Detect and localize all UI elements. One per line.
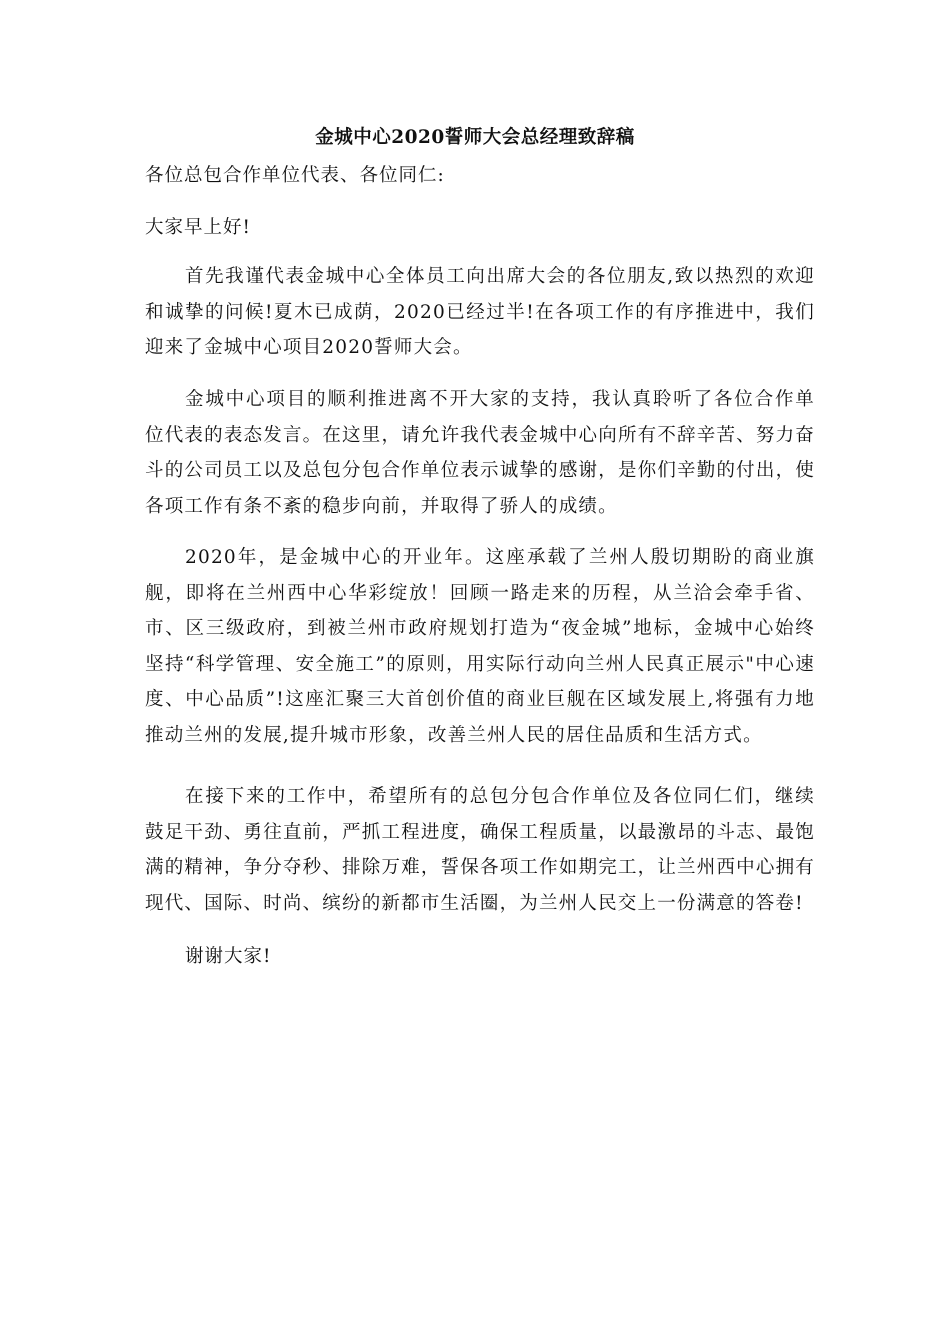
greeting: 大家早上好! (145, 217, 251, 238)
paragraph-3: 2020年，是金城中心的开业年。这座承载了兰州人殷切期盼的商业旗舰，即将在兰州西中心华彩绽放！回顾一路走来的历程，从兰洽会牵手省、市、区三级政府，到被兰州市政府规划打造为“夜金城”地标，金城中心始终坚持“科学管理、安全施工”的原则，用实际行动向兰州人民真正展示"中心速度、中心品质”!这座汇聚三大首创价值的商业巨舰在区域发展上,将强有力地推动兰州的发展,提升城市形象，改善兰州人民的居住品质和生活方式。 (145, 547, 815, 746)
closing-remark: 谢谢大家! (185, 946, 272, 967)
document-title: 金城中心2020誓师大会总经理致辞稿 (315, 127, 635, 148)
paragraph-1: 首先我谨代表金城中心全体员工向出席大会的各位朋友,致以热烈的欢迎和诚挚的问候!夏木已成荫，2020已经过半!在各项工作的有序推进中，我们迎来了金城中心项目2020誓师大会。 (145, 266, 815, 358)
paragraph-4: 在接下来的工作中，希望所有的总包分包合作单位及各位同仁们，继续鼓足干劲、勇往直前，严抓工程进度，确保工程质量，以最激昂的斗志、最饱满的精神，争分夺秒、排除万难，誓保各项工作如期完工，让兰州西中心拥有现代、国际、时尚、缤纷的新都市生活圈，为兰州人民交上一份满意的答卷! (145, 786, 815, 914)
salutation: 各位总包合作单位代表、各位同仁: (145, 165, 445, 186)
paragraph-2: 金城中心项目的顺利推进离不开大家的支持，我认真聆听了各位合作单位代表的表态发言。在这里，请允许我代表金城中心向所有不辞辛苦、努力奋斗的公司员工以及总包分包合作单位表示诚挚的感谢，是你们辛勤的付出，使各项工作有条不紊的稳步向前，并取得了骄人的成绩。 (145, 389, 815, 517)
